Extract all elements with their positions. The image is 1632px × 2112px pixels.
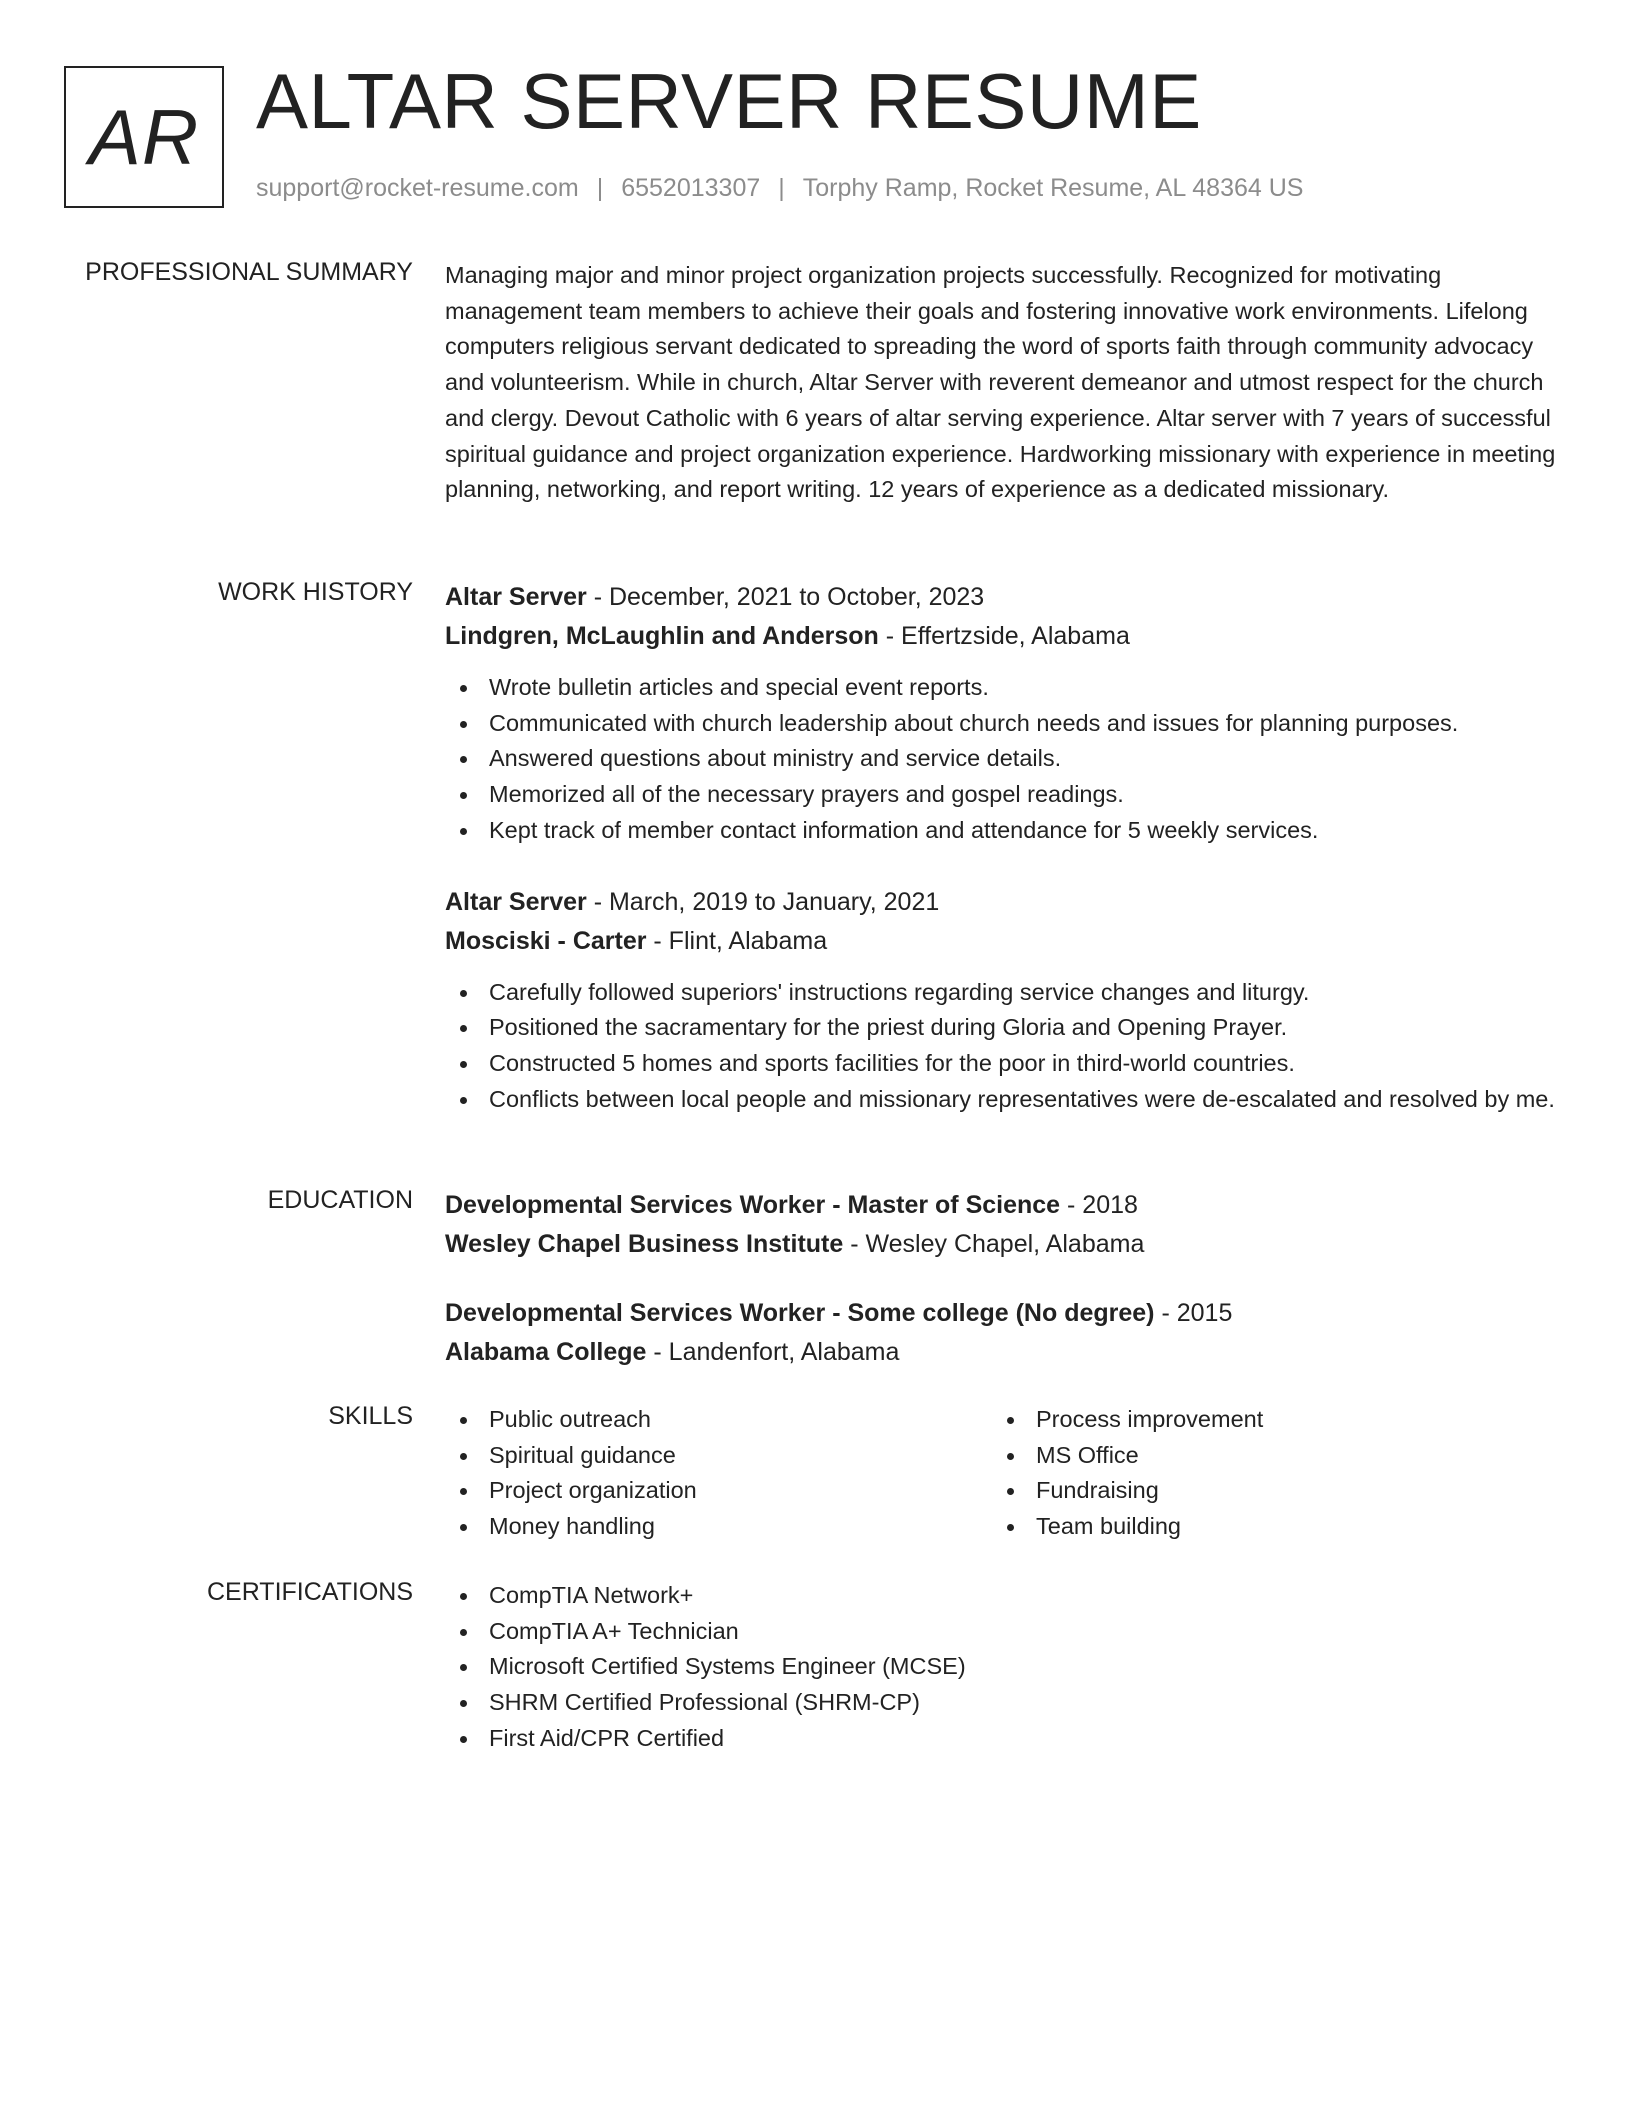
job-entry [445, 578, 1557, 849]
contact-phone: 6552013307 [621, 174, 761, 202]
list-item: Money handling [445, 1509, 992, 1545]
job-dates: - March, 2019 to January, 2021 [586, 887, 940, 916]
list-item: Conflicts between local people and missionary representatives were de-escalated and resolved by me. [445, 1082, 1557, 1118]
monogram-initials: AR [88, 92, 200, 181]
summary-text: Managing major and minor project organization projects successfully. Recognized for motivating management team members to achieve their goals and fostering innovative work environments. Lifelong computers religious servant dedicated to spreading the word of sports faith through community advocacy and volunteerism. While in church, Altar Server with reverent demeanor and utmost respect for the church and clergy. Devout Catholic with 6 years of altar serving experience. Altar server with 7 years of successful spiritual guidance and project organization experience. Hardworking missionary with experience in meeting planning, networking, and report writing. 12 years of experience as a dedicated missionary. [445, 262, 1556, 503]
list-item: Project organization [445, 1473, 992, 1509]
list-item: Team building [992, 1509, 1539, 1545]
list-item: CompTIA Network+ [445, 1578, 1557, 1614]
job-location: - Effertzside, Alabama [878, 622, 1130, 650]
contact-separator: | [596, 174, 604, 202]
summary-heading: PROFESSIONAL SUMMARY [85, 258, 413, 286]
certifications-heading: CERTIFICATIONS [206, 1578, 413, 1606]
list-item: Memorized all of the necessary prayers and gospel readings. [445, 777, 1557, 813]
list-item: First Aid/CPR Certified [445, 1721, 1557, 1757]
list-item: Carefully followed superiors' instructions regarding service changes and liturgy. [445, 975, 1557, 1011]
work-history-heading: WORK HISTORY [218, 578, 413, 606]
contact-email: support@rocket-resume.com [256, 174, 579, 202]
list-item: Communicated with church leadership about church needs and issues for planning purposes. [445, 706, 1557, 742]
monogram-box [64, 66, 224, 208]
list-item: Wrote bulletin articles and special event reports. [445, 670, 1557, 706]
contact-separator: | [778, 174, 785, 202]
job-employer: Mosciski - Carter [445, 926, 647, 955]
job-role: Altar Server [445, 887, 587, 916]
skills-column-2 [992, 1402, 1539, 1545]
education-location: - Wesley Chapel, Alabama [843, 1230, 1145, 1258]
resume-title: ALTAR SERVER RESUME [256, 57, 1202, 145]
job-duties-list [445, 670, 1557, 849]
education-location: - Landenfort, Alabama [646, 1338, 900, 1366]
education-school: Alabama College [445, 1338, 647, 1366]
skills-heading: SKILLS [328, 1402, 413, 1430]
list-item: Public outreach [445, 1402, 992, 1438]
job-dates: - December, 2021 to October, 2023 [586, 583, 985, 611]
contact-address: Torphy Ramp, Rocket Resume, AL 48364 US [802, 174, 1304, 202]
education-year: - 2018 [1060, 1191, 1138, 1219]
list-item: Fundraising [992, 1473, 1539, 1509]
education-entry [445, 1186, 1557, 1264]
list-item: Constructed 5 homes and sports facilities for the poor in third-world countries. [445, 1046, 1557, 1082]
job-employer: Lindgren, McLaughlin and Anderson [445, 622, 879, 650]
list-item: CompTIA A+ Technician [445, 1614, 1557, 1650]
list-item: Spiritual guidance [445, 1438, 992, 1474]
education-year: - 2015 [1154, 1299, 1233, 1327]
job-location: - Flint, Alabama [646, 926, 828, 955]
education-school: Wesley Chapel Business Institute [445, 1230, 844, 1258]
contact-line [256, 174, 1303, 203]
list-item: Process improvement [992, 1402, 1539, 1438]
list-item: Kept track of member contact information and attendance for 5 weekly services. [445, 813, 1557, 849]
list-item: Positioned the sacramentary for the priest during Gloria and Opening Prayer. [445, 1010, 1557, 1046]
job-duties-list [445, 975, 1557, 1118]
education-degree: Developmental Services Worker - Some college (No degree) [445, 1299, 1155, 1327]
list-item: MS Office [992, 1438, 1539, 1474]
certifications-list [445, 1578, 1557, 1757]
list-item: SHRM Certified Professional (SHRM-CP) [445, 1685, 1557, 1721]
education-entry [445, 1294, 1557, 1372]
skills-column-1 [445, 1402, 992, 1545]
education-degree: Developmental Services Worker - Master of Science [445, 1191, 1061, 1219]
list-item: Microsoft Certified Systems Engineer (MCSE) [445, 1649, 1557, 1685]
job-entry [445, 883, 1557, 1118]
job-role: Altar Server [445, 583, 587, 611]
list-item: Answered questions about ministry and service details. [445, 741, 1557, 777]
education-heading: EDUCATION [267, 1186, 413, 1214]
